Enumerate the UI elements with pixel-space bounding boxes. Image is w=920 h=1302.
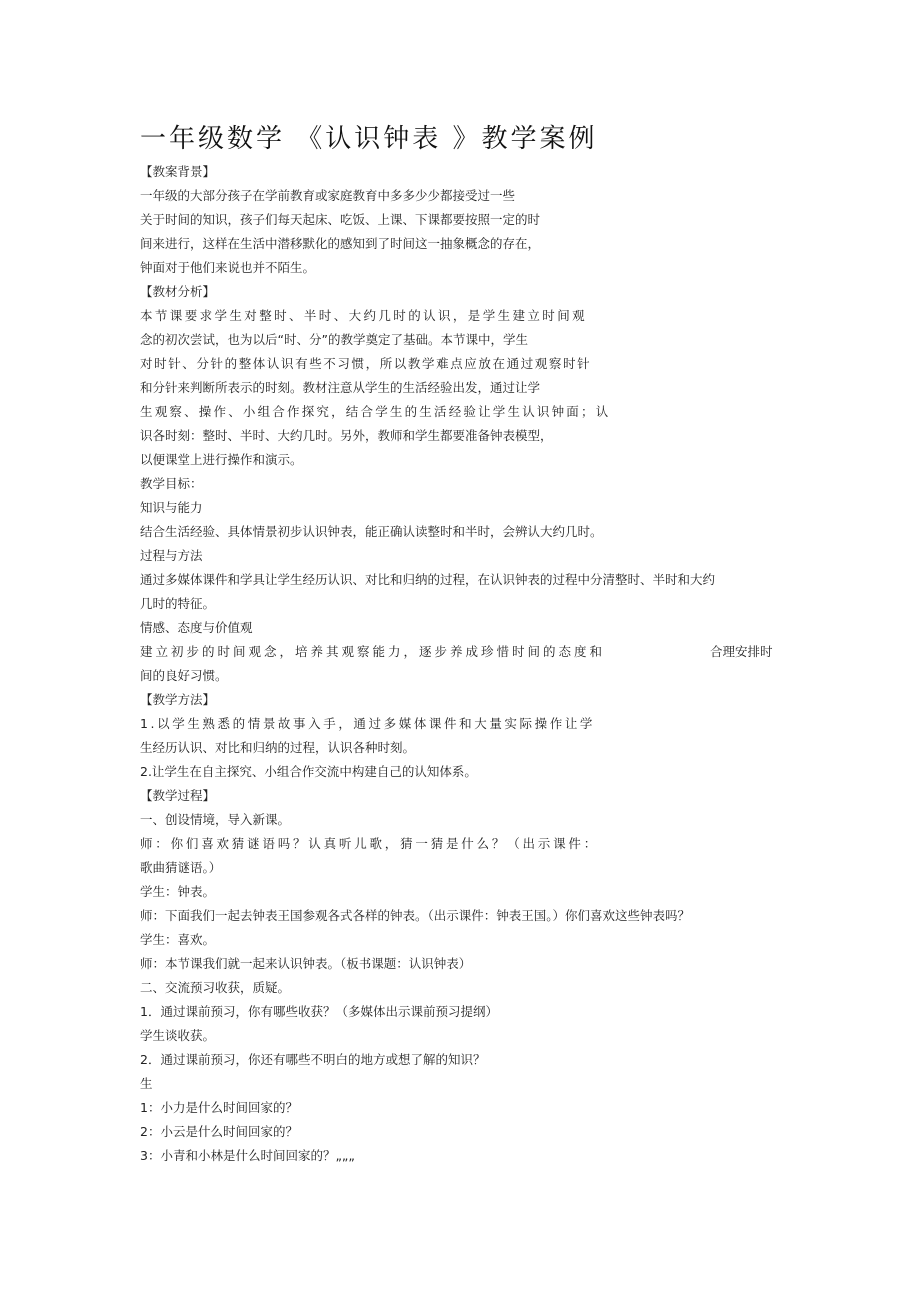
section-heading-process: 【教学过程】 (140, 788, 216, 803)
paragraph-line: 2．通过课前预习，你还有哪些不明白的地方或想了解的知识？ (140, 1052, 486, 1067)
paragraph-line: 对时针、分针的整体认识有些不习惯，所以教学难点应放在通过观察时针 (140, 356, 592, 371)
section-heading-material-analysis: 【教材分析】 (140, 284, 216, 299)
paragraph-line: 歌曲猜谜语。） (140, 860, 222, 875)
paragraph-line: 识各时刻：整时、半时、大约几时。另外，教师和学生都要准备钟表模型， (140, 428, 553, 443)
paragraph-line: 学生：钟表。 (140, 884, 216, 899)
paragraph-line: 一年级的大部分孩子在学前教育或家庭教育中多多少少都接受过一些 (140, 188, 516, 203)
paragraph-line-fragment: 合理安排时 (710, 644, 773, 659)
paragraph-line: 建立初步的时间观念，培养其观察能力，逐步养成珍惜时间的态度和 (140, 644, 606, 659)
paragraph-line: 师：你们喜欢猜谜语吗？认真听儿歌，猜一猜是什么？（出示课件： (140, 836, 600, 851)
paragraph-line: 几时的特征。 (140, 596, 216, 611)
paragraph-line: 生经历认识、对比和归纳的过程，认识各种时刻。 (140, 740, 416, 755)
paragraph-line: 学生：喜欢。 (140, 932, 216, 947)
paragraph-line: 通过多媒体课件和学具让学生经历认识、对比和归纳的过程，在认识钟表的过程中分清整时、半时和大约 (140, 572, 716, 587)
document-title: 一年级数学 《认识钟表 》教学案例 (140, 124, 598, 154)
paragraph-line: 念的初次尝试，也为以后“时、分”的教学奠定了基础。本节课中，学生 (140, 332, 528, 347)
paragraph-line: 生 (140, 1076, 153, 1091)
paragraph-line: 3：小青和小林是什么时间回家的？„„„ (140, 1148, 355, 1163)
paragraph-line: 间的良好习惯。 (140, 668, 228, 683)
paragraph-line: 和分针来判断所表示的时刻。教材注意从学生的生活经验出发，通过让学 (140, 380, 541, 395)
paragraph-line: 2.让学生在自主探究、小组合作交流中构建自己的认知体系。 (140, 764, 477, 779)
paragraph-line: 一、创设情境，导入新课。 (140, 812, 291, 827)
paragraph-line: 生观察、操作、小组合作探究，结合学生的生活经验让学生认识钟面；认 (140, 404, 611, 419)
section-heading-background: 【教案背景】 (140, 164, 216, 179)
paragraph-line: 间来进行，这样在生活中潜移默化的感知到了时间这一抽象概念的存在， (140, 236, 541, 251)
paragraph-line: 本节课要求学生对整时、半时、大约几时的认识，是学生建立时间观 (140, 308, 588, 323)
paragraph-line: 关于时间的知识，孩子们每天起床、吃饭、上课、下课都要按照一定的时 (140, 212, 541, 227)
paragraph-line: 师：本节课我们就一起来认识钟表。（板书课题：认识钟表） (140, 956, 472, 971)
subheading-process: 过程与方法 (140, 548, 203, 563)
paragraph-line: 以便课堂上进行操作和演示。 (140, 452, 303, 467)
teaching-objectives-heading: 教学目标： (140, 476, 203, 491)
paragraph-line: 结合生活经验、具体情景初步认识钟表，能正确认读整时和半时，会辨认大约几时。 (140, 524, 603, 539)
paragraph-line: 2：小云是什么时间回家的？ (140, 1124, 298, 1139)
subheading-knowledge: 知识与能力 (140, 500, 203, 515)
subheading-emotion: 情感、态度与价值观 (140, 620, 253, 635)
paragraph-line: 师：下面我们一起去钟表王国参观各式各样的钟表。（出示课件：钟表王国。）你们喜欢这些钟表吗？ (140, 908, 691, 923)
paragraph-line: 1.以学生熟悉的情景故事入手，通过多媒体课件和大量实际操作让学 (140, 716, 596, 731)
paragraph-line: 1．通过课前预习，你有哪些收获？（多媒体出示课前预习提纲） (140, 1004, 498, 1019)
paragraph-line: 钟面对于他们来说也并不陌生。 (140, 260, 316, 275)
paragraph-line: 1：小力是什么时间回家的？ (140, 1100, 298, 1115)
section-heading-methods: 【教学方法】 (140, 692, 216, 707)
paragraph-line: 学生谈收获。 (140, 1028, 216, 1043)
paragraph-line: 二、交流预习收获，质疑。 (140, 980, 291, 995)
